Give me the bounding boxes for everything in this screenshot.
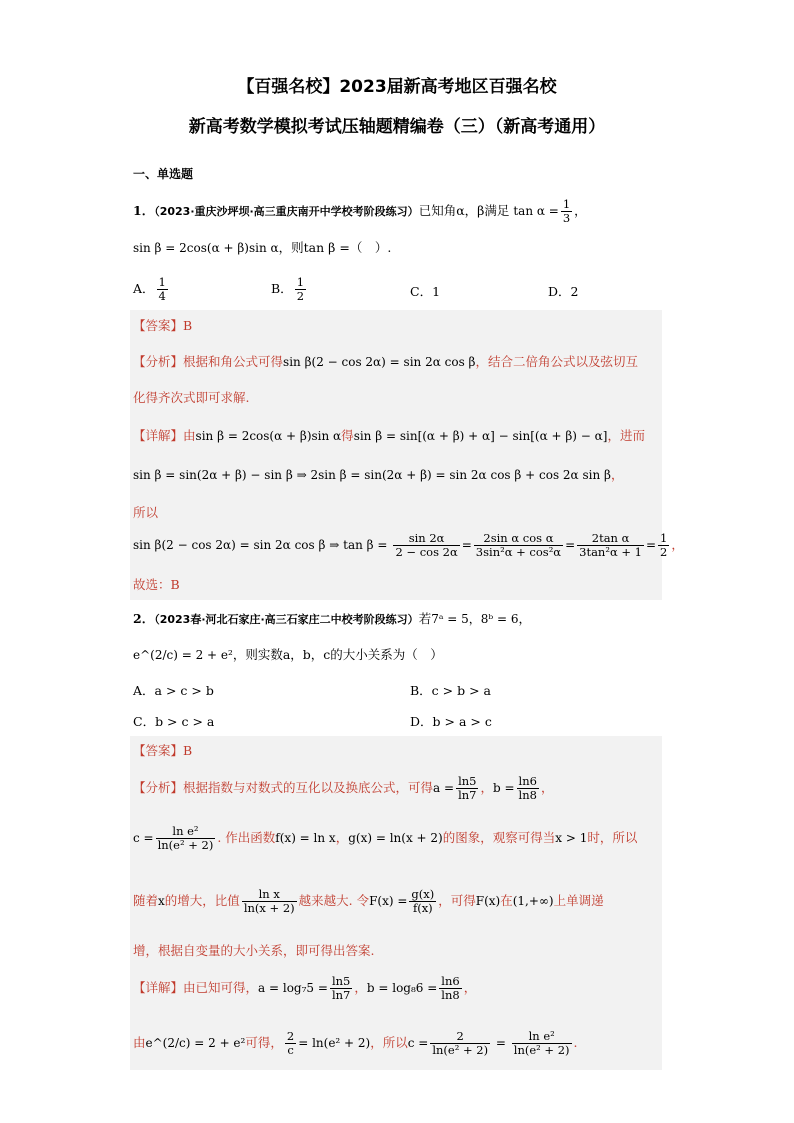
q2-detail-a-den: ln7 [331, 988, 351, 1002]
q2-analysis-1a: 根据指数与对数式的互化以及换底公式，可得 [183, 780, 434, 795]
q2-detail-b-frac [439, 975, 461, 1002]
q2-analysis-3m3: (1,+∞) [512, 894, 554, 908]
q2-b-den: ln8 [518, 788, 537, 802]
q2-c-frac [156, 825, 216, 852]
q1-frac-2 [474, 532, 563, 559]
q2-analysis-2m2: g(x) = ln(x + 2) [348, 831, 443, 845]
q1-opt-a-den: 4 [158, 289, 166, 303]
q1-frac-4 [658, 532, 669, 559]
q1-stem-b-math: sin β = 2cos(α + β)sin α [133, 241, 279, 255]
q2-c-den: ln(e² + 2) [157, 838, 214, 852]
q2-sep-3: ， [354, 980, 367, 995]
q2-F-eq: F(x) = [369, 894, 408, 908]
q2-sep-1: ， [480, 780, 493, 795]
q1-source: （2023·重庆沙坪坝·高三重庆南开中学校考阶段练习） [154, 205, 419, 218]
q1-detail-1m2: sin β = sin[(α + β) + α] − sin[(α + β) − α] [353, 429, 608, 443]
q2-detail-c-frac-1 [430, 1030, 490, 1057]
q2-detail-2a: 由 [133, 1035, 146, 1050]
q2-a-num: ln5 [458, 774, 477, 788]
q2-a-eq: a = [433, 781, 455, 795]
q2-analysis-line2 [133, 825, 637, 852]
q2-option-c: C．b > c > a [133, 714, 215, 729]
q1-detail-line1 [133, 428, 645, 444]
q1-detail-2c: ， [610, 467, 624, 482]
q2-stem-a: 若 [418, 611, 432, 626]
q1-stem-b-text: ，则tan β =（ ）. [278, 240, 392, 255]
q2-a-frac [456, 775, 478, 802]
q2-source: （2023春·河北石家庄·高三石家庄二中校考阶段练习） [154, 613, 419, 626]
q2-analysis-3d: ，可得 [438, 893, 476, 908]
section-heading: 一、单选题 [133, 167, 194, 181]
q1-detail-line3: 所以 [133, 505, 159, 520]
q2-stem-m2: e^(2/c) = 2 + e² [133, 648, 233, 662]
q1-analysis-line2: 化得齐次式即可求解. [133, 390, 250, 405]
q2-detail-2c: ，所以 [370, 1035, 408, 1050]
q2-option-b: B．c > b > a [410, 683, 491, 698]
q1-frac-4-den: 2 [660, 545, 668, 559]
q1-analysis-1b: ，结合二倍角公式以及弦切互 [475, 354, 638, 369]
q2-d3-num: 2 [430, 1030, 490, 1044]
q2-stem-comma: ， [518, 611, 532, 626]
q1-opt-b-frac [295, 276, 306, 303]
q1-frac-1-num: sin 2α [393, 532, 459, 546]
q2-F-den: f(x) [412, 901, 433, 915]
q1-eq-2: = [565, 538, 576, 552]
q2-analysis-2b: ， [335, 830, 349, 845]
q2-F-num: g(x) [411, 887, 435, 901]
q2-answer-value: B [183, 743, 193, 758]
q1-analysis-1a: 根据和角公式可得 [183, 354, 284, 369]
q1-detail-1c: ，进而 [607, 428, 645, 443]
q1-frac-4-num: 1 [660, 531, 668, 545]
q2-detail-b-eq: b = log₈6 = [366, 981, 438, 995]
q1-detail-1a: 由 [183, 428, 196, 443]
q1-frac-2-num: 2sin α cos α [474, 532, 563, 546]
q1-analysis-1m: sin β(2 − cos 2α) = sin 2α cos β [283, 355, 476, 369]
q1-detail-4c: ， [671, 537, 684, 552]
q2-d4-den: ln(e² + 2) [513, 1043, 570, 1057]
q2-option-a: A．a > c > b [133, 683, 214, 698]
q1-detail-2m: sin β = sin(2α + β) − sin β ⇒ 2sin β = sin(2α + β) = sin 2α cos β + cos 2α sin β [133, 468, 611, 482]
q1-eq-3: = [645, 538, 657, 552]
q2-analysis-2d: 时，所以 [587, 830, 638, 845]
q1-choose: 故选：B [133, 577, 180, 592]
q2-analysis-3c: 越来越大. 令 [298, 893, 370, 908]
q2-detail-b-num: ln6 [441, 974, 460, 988]
title-line-2: 新高考数学模拟考试压轴题精编卷（三）（新高考通用） [188, 117, 606, 137]
q1-opt-b-label: B． [271, 281, 293, 296]
q1-opt-b-num: 1 [296, 275, 305, 289]
q1-detail-1m1: sin β = 2cos(α + β)sin α [195, 429, 342, 443]
q2-b-num: ln6 [518, 774, 537, 788]
q1-opt-a-label: A． [133, 281, 155, 296]
title-line-1: 【百强名校】2023届新高考地区百强名校 [237, 77, 557, 97]
q2-detail-tag: 【详解】 [133, 980, 184, 995]
q1-detail-tag: 【详解】 [133, 428, 184, 443]
q2-d2-den: c [287, 1043, 294, 1057]
q2-analysis-2c: 的图象，观察可得当 [442, 830, 556, 845]
q2-analysis-line4: 增，根据自变量的大小关系，即可得出答案. [133, 943, 375, 958]
q2-ratio-den: ln(x + 2) [243, 901, 295, 915]
q2-analysis-2m3: x > 1 [555, 831, 588, 845]
q1-option-b [271, 276, 308, 303]
q2-analysis-3b: 的增大，比值 [164, 893, 240, 908]
q2-detail-c-frac-2 [512, 1030, 572, 1057]
q2-analysis-3a: 随着 [133, 893, 159, 908]
q2-ratio-frac [242, 888, 297, 915]
q2-d4-num: ln e² [512, 1030, 572, 1044]
q2-analysis-3m2: F(x) [475, 894, 501, 908]
q1-frac-1 [393, 532, 459, 559]
q2-answer [133, 743, 192, 759]
q2-detail-2b: 可得， [245, 1035, 283, 1050]
q1-frac-3-den: 3tan²α + 1 [579, 545, 642, 559]
q2-period: . [573, 1035, 578, 1050]
q2-analysis-line1 [133, 775, 553, 802]
q1-stem-line2 [133, 240, 391, 256]
q1-opt-b-den: 2 [296, 289, 305, 303]
q2-detail-2c-frac [285, 1030, 296, 1057]
q1-eq-1: = [461, 538, 472, 552]
q1-comma: ， [574, 203, 587, 218]
q2-sep-4: ， [463, 980, 477, 995]
q1-tan-frac [561, 198, 572, 225]
q2-detail-a-frac [330, 975, 352, 1002]
q2-d3-den: ln(e² + 2) [432, 1043, 489, 1057]
q2-stem-b: ，则实数a，b，c的大小关系为（ ） [232, 647, 443, 662]
q1-answer-value: B [183, 318, 193, 333]
q2-sep-2: ， [540, 780, 554, 795]
q2-analysis-3e: 在 [500, 893, 513, 908]
q2-d2-num: 2 [286, 1029, 295, 1043]
q2-analysis-line3 [133, 888, 604, 915]
q2-answer-tag: 【答案】 [133, 743, 184, 758]
q2-detail-a-num: ln5 [331, 974, 351, 988]
q1-answer [133, 318, 192, 334]
q1-stem-a: 已知角α，β满足 [418, 203, 510, 218]
q1-tan-eq: tan α = [513, 204, 559, 218]
q2-detail-2m: e^(2/c) = 2 + e² [145, 1036, 246, 1050]
q1-frac-2-den: 3sin²α + cos²α [475, 545, 562, 559]
q2-a-den: ln7 [458, 788, 477, 802]
q2-analysis-2m1: f(x) = ln x [275, 831, 336, 845]
q1-detail-1b: 得 [341, 428, 354, 443]
q1-opt-a-num: 1 [158, 275, 166, 289]
q1-detail-line2 [133, 467, 623, 483]
q1-tan-den: 3 [562, 211, 571, 225]
q2-number: 2． [133, 611, 155, 626]
q1-analysis-line1 [133, 354, 638, 370]
q1-detail-line4 [133, 532, 684, 559]
q2-option-d: D．b > a > c [410, 714, 492, 729]
q2-F-frac [409, 888, 436, 915]
q1-option-c: C．1 [410, 284, 441, 299]
q1-stem-line1 [133, 198, 587, 225]
q1-opt-a-frac [157, 276, 168, 303]
q2-stem-m1: 7ᵃ = 5，8ᵇ = 6 [431, 612, 519, 626]
q1-frac-1-den: 2 − cos 2α [395, 545, 458, 559]
q2-analysis-3f: 上单调递 [553, 893, 604, 908]
q1-option-a [133, 276, 170, 303]
q1-frac-3 [577, 532, 644, 559]
q2-detail-line2: 由e^(2/c) = 2 + e²可得， $\frac{2}{c}$ = ln(e² + 2)，所以c = $\frac{2}{\text{ln(e² + 2)}}$ = $\frac{\text{ln e²}}{\text{ln(e² + 2)}}$ . [133, 1029, 578, 1057]
q1-option-d: D．2 [548, 284, 579, 299]
q2-c-eq: c = [133, 831, 154, 845]
q2-stem-line2 [133, 647, 443, 663]
q2-detail-1a: 由已知可得， [183, 980, 259, 995]
q2-c-num: ln e² [156, 825, 216, 839]
q2-detail-c-eq: c = [407, 1036, 429, 1050]
q1-detail-4m: sin β(2 − cos 2α) = sin 2α cos β ⇒ tan β = [133, 538, 388, 552]
q1-analysis-tag: 【分析】 [133, 354, 184, 369]
q2-detail-line1 [133, 975, 476, 1002]
q2-stem-line1 [133, 611, 531, 628]
q1-number: 1． [133, 203, 155, 218]
q2-detail-a-eq: a = log₇5 = [258, 981, 328, 995]
q2-detail-b-den: ln8 [441, 988, 460, 1002]
q2-analysis-2a: . 作出函数 [217, 830, 276, 845]
q1-answer-tag: 【答案】 [133, 318, 184, 333]
q2-analysis-tag: 【分析】 [133, 780, 184, 795]
q2-d2-rhs: = ln(e² + 2) [298, 1036, 371, 1050]
q2-ratio-num: ln x [242, 888, 297, 902]
q2-b-frac [517, 775, 539, 802]
q1-frac-3-num: 2tan α [577, 532, 644, 546]
q1-tan-num: 1 [562, 197, 571, 211]
q2-analysis-3m1: x [158, 894, 165, 908]
q2-b-eq: b = [492, 781, 515, 795]
